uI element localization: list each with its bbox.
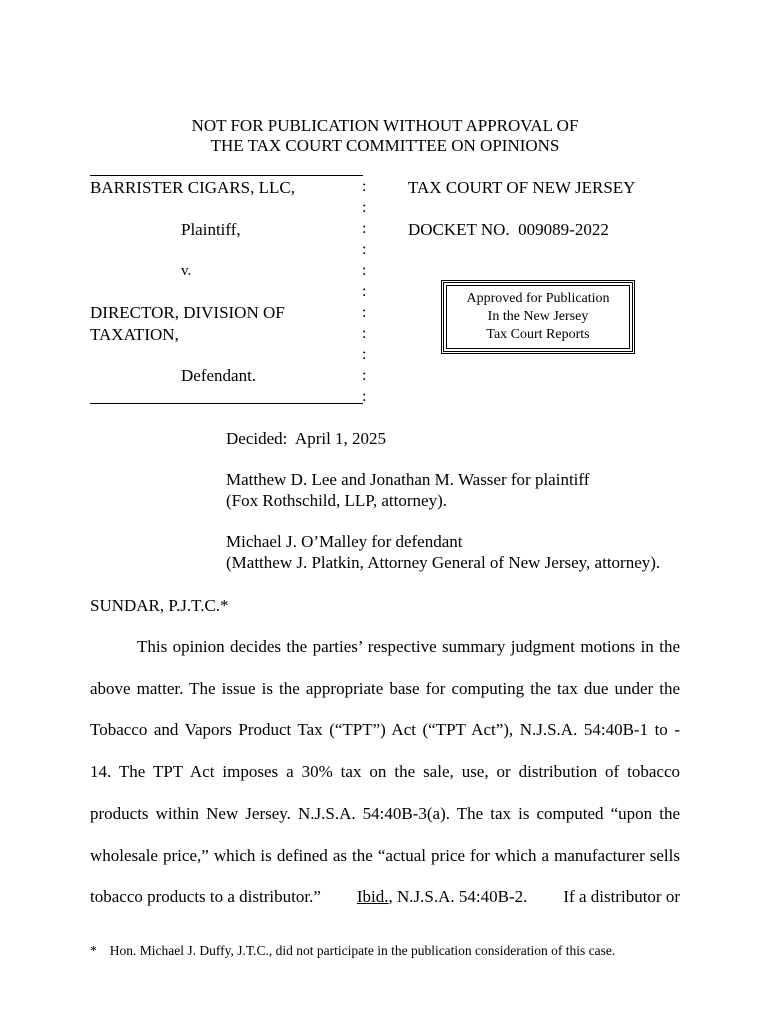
plaintiff-counsel-line-2: (Fox Rothschild, LLP, attorney). [226, 491, 447, 510]
defendant-name-line-2: TAXATION, [90, 325, 179, 344]
approval-line-1: Approved for Publication [466, 291, 610, 306]
approval-box [441, 280, 635, 354]
body-line-7-part-a: tobacco products to a distributor.” [90, 887, 321, 906]
body-line-3: Tobacco and Vapors Product Tax (“TPT”) Act (“TPT Act”), N.J.S.A. 54:40B-1 to - [90, 720, 680, 739]
defendant-counsel-line-2: (Matthew J. Platkin, Attorney General of New Jersey, attorney). [226, 553, 661, 572]
caption-colon: : [362, 304, 367, 321]
body-line-1: This opinion decides the parties’ respective summary judgment motions in the [137, 637, 680, 656]
body-line-4: 14. The TPT Act imposes a 30% tax on the sale, use, or distribution of tobacco [90, 762, 680, 781]
body-line-7-citation [357, 887, 528, 907]
caption-bottom-rule [90, 403, 363, 404]
defendant-role: Defendant. [181, 366, 257, 385]
caption-colon: : [362, 262, 367, 279]
ibid-citation: Ibid. [356, 887, 389, 906]
defendant-name-line-1: DIRECTOR, DIVISION OF [90, 303, 285, 322]
caption-top-rule [90, 175, 363, 176]
judge-name: SUNDAR, P.J.T.C.* [90, 596, 229, 615]
body-line-2: above matter. The issue is the appropriate base for computing the tax due under the [90, 679, 680, 698]
caption-colon: : [362, 346, 367, 363]
caption-colon: : [362, 241, 367, 258]
caption-colon: : [362, 178, 367, 195]
caption-colon: : [362, 220, 367, 237]
caption-colon: : [362, 199, 367, 216]
footnote-marker: * [90, 943, 97, 958]
plaintiff-role: Plaintiff, [181, 220, 241, 239]
plaintiff-counsel-line-1: Matthew D. Lee and Jonathan M. Wasser for plaintiff [226, 470, 590, 489]
docket-number: DOCKET NO. 009089-2022 [408, 220, 609, 239]
body-line-7-part-c: If a distributor or [563, 887, 680, 906]
court-name: TAX COURT OF NEW JERSEY [408, 178, 636, 197]
header-line-1: NOT FOR PUBLICATION WITHOUT APPROVAL OF [191, 116, 579, 135]
caption-colon: : [362, 367, 367, 384]
defendant-counsel-line-1: Michael J. O’Malley for defendant [226, 532, 463, 551]
decided-date: Decided: April 1, 2025 [226, 429, 387, 448]
caption-colon: : [362, 283, 367, 300]
body-line-7-part-b: , N.J.S.A. 54:40B-2. [388, 887, 528, 906]
header-line-2: THE TAX COURT COMMITTEE ON OPINIONS [210, 136, 560, 155]
versus: v. [181, 263, 192, 279]
body-line-7 [90, 887, 680, 907]
approval-line-2: In the New Jersey [487, 309, 589, 324]
plaintiff-name: BARRISTER CIGARS, LLC, [90, 178, 295, 197]
approval-line-3: Tax Court Reports [486, 327, 590, 342]
footnote-text: Hon. Michael J. Duffy, J.T.C., did not participate in the publication consideration of this case. [109, 943, 616, 958]
footnote [90, 943, 615, 959]
body-line-6: wholesale price,” which is defined as the “actual price for which a manufacturer sells [90, 846, 680, 865]
caption-colon: : [362, 388, 367, 405]
caption-colon: : [362, 325, 367, 342]
body-line-5: products within New Jersey. N.J.S.A. 54:40B-3(a). The tax is computed “upon the [90, 804, 680, 823]
